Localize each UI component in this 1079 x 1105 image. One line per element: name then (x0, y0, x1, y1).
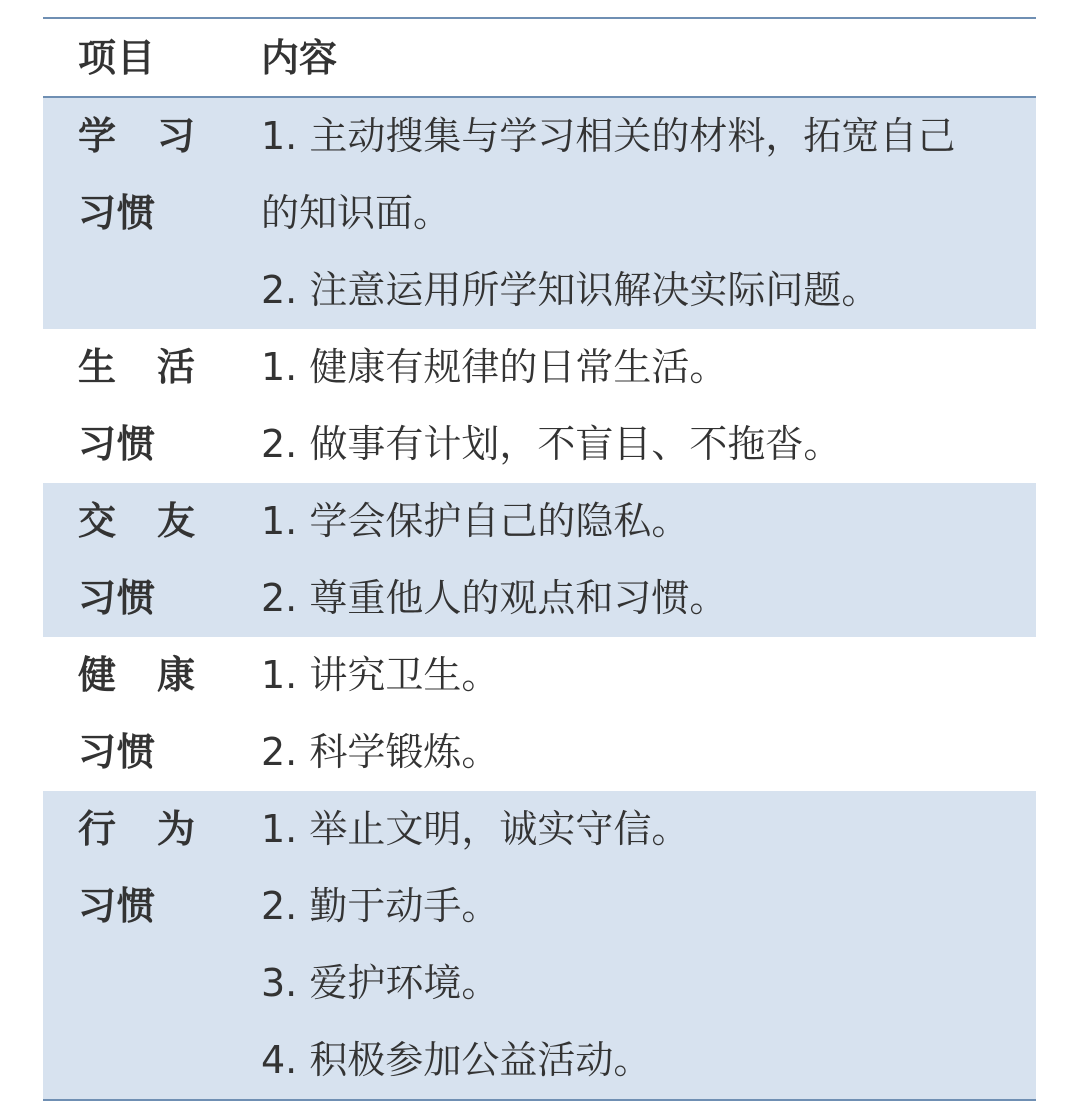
content-line: 3. 爱护环境。 (261, 961, 500, 1005)
content-cell (261, 98, 1036, 329)
category-char: 生 (78, 345, 118, 389)
category-label-top (78, 791, 196, 868)
category-cell (43, 329, 261, 483)
category-cell (43, 98, 261, 329)
category-label-bottom: 习惯 (78, 884, 157, 928)
category-char: 学 (78, 114, 118, 158)
content-line: 2. 科学锻炼。 (261, 730, 500, 774)
table-row-behavior-habits (43, 791, 1036, 1099)
table-row-study-habits (43, 98, 1036, 329)
header-label-content: 内容 (261, 36, 338, 80)
category-label-bottom: 习惯 (78, 422, 157, 466)
category-cell (43, 791, 261, 1099)
content-line: 4. 积极参加公益活动。 (261, 1038, 652, 1082)
table-row-health-habits (43, 637, 1036, 791)
header-cell-content (261, 19, 1036, 96)
category-char: 习 (156, 114, 196, 158)
content-line: 1. 主动搜集与学习相关的材料，拓宽自己 (261, 114, 956, 158)
category-label-top (78, 329, 196, 406)
category-char: 康 (156, 653, 196, 697)
content-cell (261, 637, 1036, 791)
category-label-bottom: 习惯 (78, 191, 157, 235)
content-line: 1. 学会保护自己的隐私。 (261, 499, 690, 543)
content-line: 2. 做事有计划，不盲目、不拖沓。 (261, 422, 842, 466)
content-line: 1. 讲究卫生。 (261, 653, 500, 697)
content-line: 2. 注意运用所学知识解决实际问题。 (261, 268, 880, 312)
content-cell (261, 483, 1036, 637)
table-header-row (43, 19, 1036, 98)
content-line: 1. 健康有规律的日常生活。 (261, 345, 728, 389)
content-cell (261, 791, 1036, 1099)
category-char: 交 (78, 499, 118, 543)
category-label-bottom: 习惯 (78, 576, 157, 620)
category-label-top (78, 98, 196, 175)
category-char: 活 (156, 345, 196, 389)
table-row-life-habits (43, 329, 1036, 483)
category-label-bottom: 习惯 (78, 730, 157, 774)
content-line: 1. 举止文明，诚实守信。 (261, 807, 690, 851)
header-label-item: 项目 (78, 36, 157, 80)
header-cell-item (43, 19, 261, 96)
category-char: 为 (156, 807, 196, 851)
category-char: 友 (156, 499, 196, 543)
content-line: 2. 勤于动手。 (261, 884, 500, 928)
habits-table (43, 17, 1036, 1101)
category-cell (43, 483, 261, 637)
content-line: 2. 尊重他人的观点和习惯。 (261, 576, 728, 620)
category-char: 行 (78, 807, 118, 851)
content-cell (261, 329, 1036, 483)
category-char: 健 (78, 653, 118, 697)
table-row-social-habits (43, 483, 1036, 637)
category-label-top (78, 637, 196, 714)
content-line: 的知识面。 (261, 191, 452, 235)
category-label-top (78, 483, 196, 560)
category-cell (43, 637, 261, 791)
